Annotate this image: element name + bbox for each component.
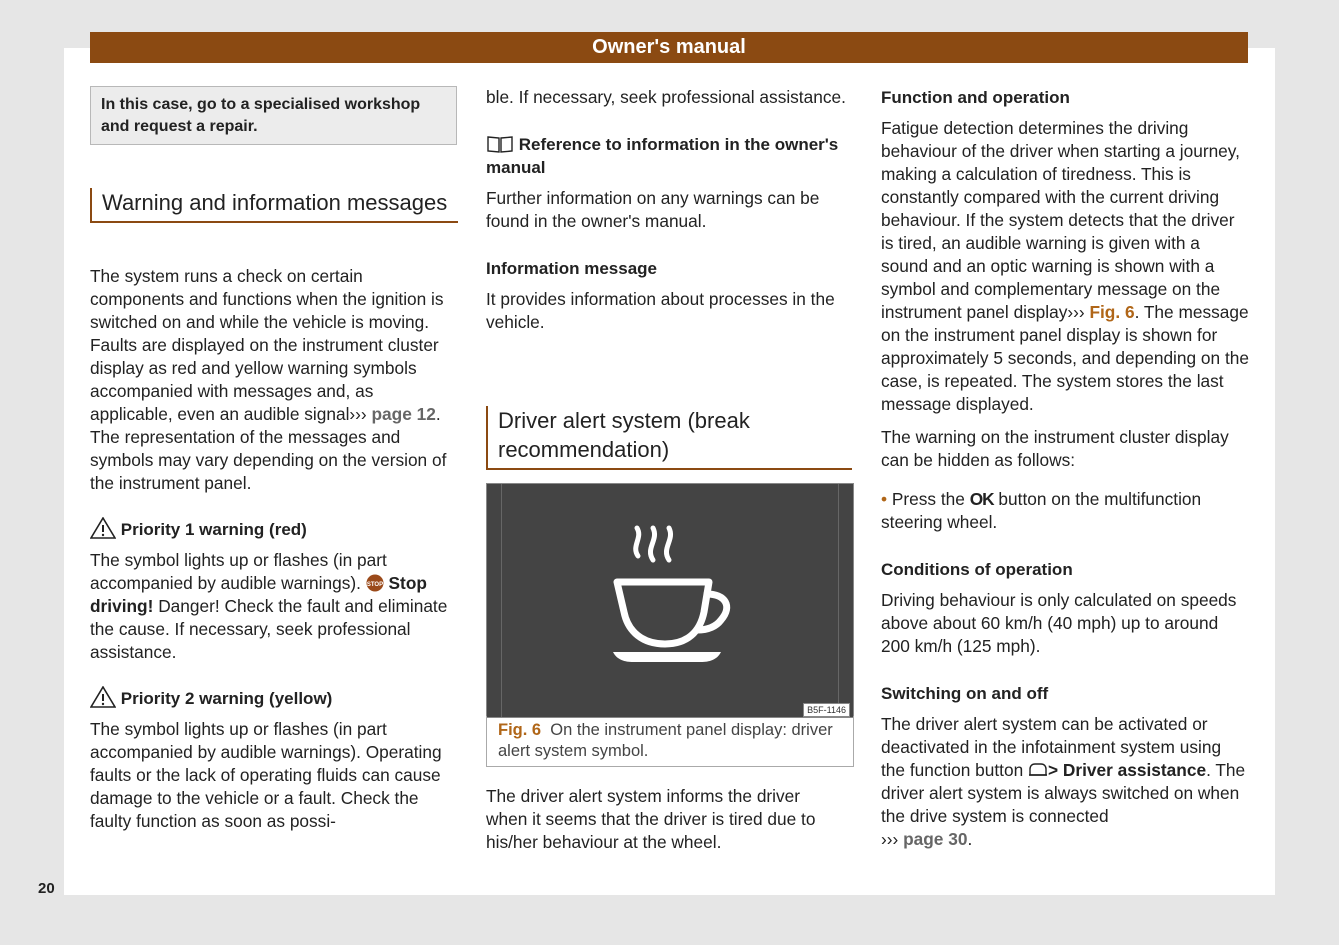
figure-display — [486, 483, 854, 718]
section-heading-driver-alert: Driver alert system (break recommendation) — [486, 406, 852, 470]
hide-text: The warning on the instrument cluster display can be hidden as follows: — [881, 427, 1229, 470]
column-3 — [881, 86, 1249, 851]
continued-text: ble. If necessary, seek professional assistance. — [486, 87, 846, 107]
page-number: 20 — [38, 880, 55, 897]
figure-link[interactable]: Fig. 6 — [1089, 302, 1135, 322]
figure-caption: Fig. 6 On the instrument panel display: driver alert system symbol. — [486, 716, 854, 767]
warning-triangle-icon — [90, 686, 116, 708]
page-link[interactable]: page 30 — [903, 829, 968, 849]
note-box: In this case, go to a specialised workshop and request a repair. — [90, 86, 457, 145]
information-heading: Information message — [486, 259, 657, 278]
ok-button-icon: OK — [969, 489, 994, 509]
chevron-icon: ››› — [1067, 302, 1085, 322]
bullet-icon: • — [881, 489, 888, 509]
page-link[interactable]: page 12 — [371, 404, 436, 424]
figure-code: B5F-1146 — [803, 703, 850, 717]
column-2 — [486, 86, 846, 334]
conditions-text: Driving behaviour is only calculated on speeds above about 60 km/h (40 mph) up to around 200 km/h (125 mph). — [881, 590, 1237, 656]
chevron-icon: ››› — [881, 829, 899, 849]
function-heading: Function and operation — [881, 88, 1070, 107]
page-header: Owner's manual — [90, 32, 1248, 63]
driver-alert-text: The driver alert system informs the driver when it seems that the driver is tired due to his/her behaviour at the wheel. — [486, 786, 816, 852]
chevron-icon: ››› — [349, 404, 367, 424]
priority-1-text: The symbol lights up or flashes (in part accompanied by audible warnings). STOP Stop driving! Danger! Check the fault and eliminate the cause. If necessary, seek professional assistance. — [90, 550, 448, 662]
car-button-icon — [1028, 762, 1048, 778]
switching-text: The driver alert system can be activated or deactivated in the infotainment system using the function button > Driver assistance. The driver alert system is always switched on when the drive system is connected ››› page 30. — [881, 714, 1246, 849]
intro-paragraph: The system runs a check on certain components and functions when the ignition is switched on and while the vehicle is moving. Faults are displayed on the instrument cluster display as red and yellow warning symbols accompanied with messages and, as applicable, even an audible signal››› page 12. The representation of the messages and symbols may vary depending on the version of the instrument panel. — [90, 266, 447, 493]
book-icon — [486, 135, 514, 153]
column-2-body — [486, 785, 844, 854]
stop-icon — [366, 574, 384, 592]
coffee-cup-icon — [605, 524, 735, 669]
information-text: It provides information about processes in the vehicle. — [486, 289, 835, 332]
column-1 — [90, 265, 458, 833]
reference-text: Further information on any warnings can be found in the owner's manual. — [486, 188, 820, 231]
function-text: Fatigue detection determines the driving behaviour of the driver when starting a journey, making a calculation of tiredness. This is constantly compared with the current driving behaviour. If the system detects that the driver is tired, an audible warning is given with a sound and an optic warning is shown with a symbol and complementary message on the instrument panel display››› Fig. 6. The message on the instrument panel display is shown for approximately 5 seconds, and depending on the case, is repeated. The system stores the last message displayed. — [881, 118, 1249, 414]
reference-heading: Reference to information in the owner's manual — [486, 135, 839, 177]
bullet-item: • Press the OK button on the multifunction steering wheel. — [881, 489, 1202, 532]
conditions-heading: Conditions of operation — [881, 560, 1073, 579]
svg-text:STOP: STOP — [366, 582, 383, 588]
section-heading-warnings: Warning and information messages — [90, 188, 458, 223]
switching-heading: Switching on and off — [881, 684, 1049, 703]
warning-triangle-icon — [90, 517, 116, 539]
priority-1-heading: Priority 1 warning (red) — [90, 517, 458, 541]
priority-2-heading: Priority 2 warning (yellow) — [90, 686, 458, 710]
priority-2-text: The symbol lights up or flashes (in part accompanied by audible warnings). Operating faults or the lack of operating fluids can cause damage to the vehicle or a fault. Check the faulty function as soon as possi- — [90, 719, 442, 831]
